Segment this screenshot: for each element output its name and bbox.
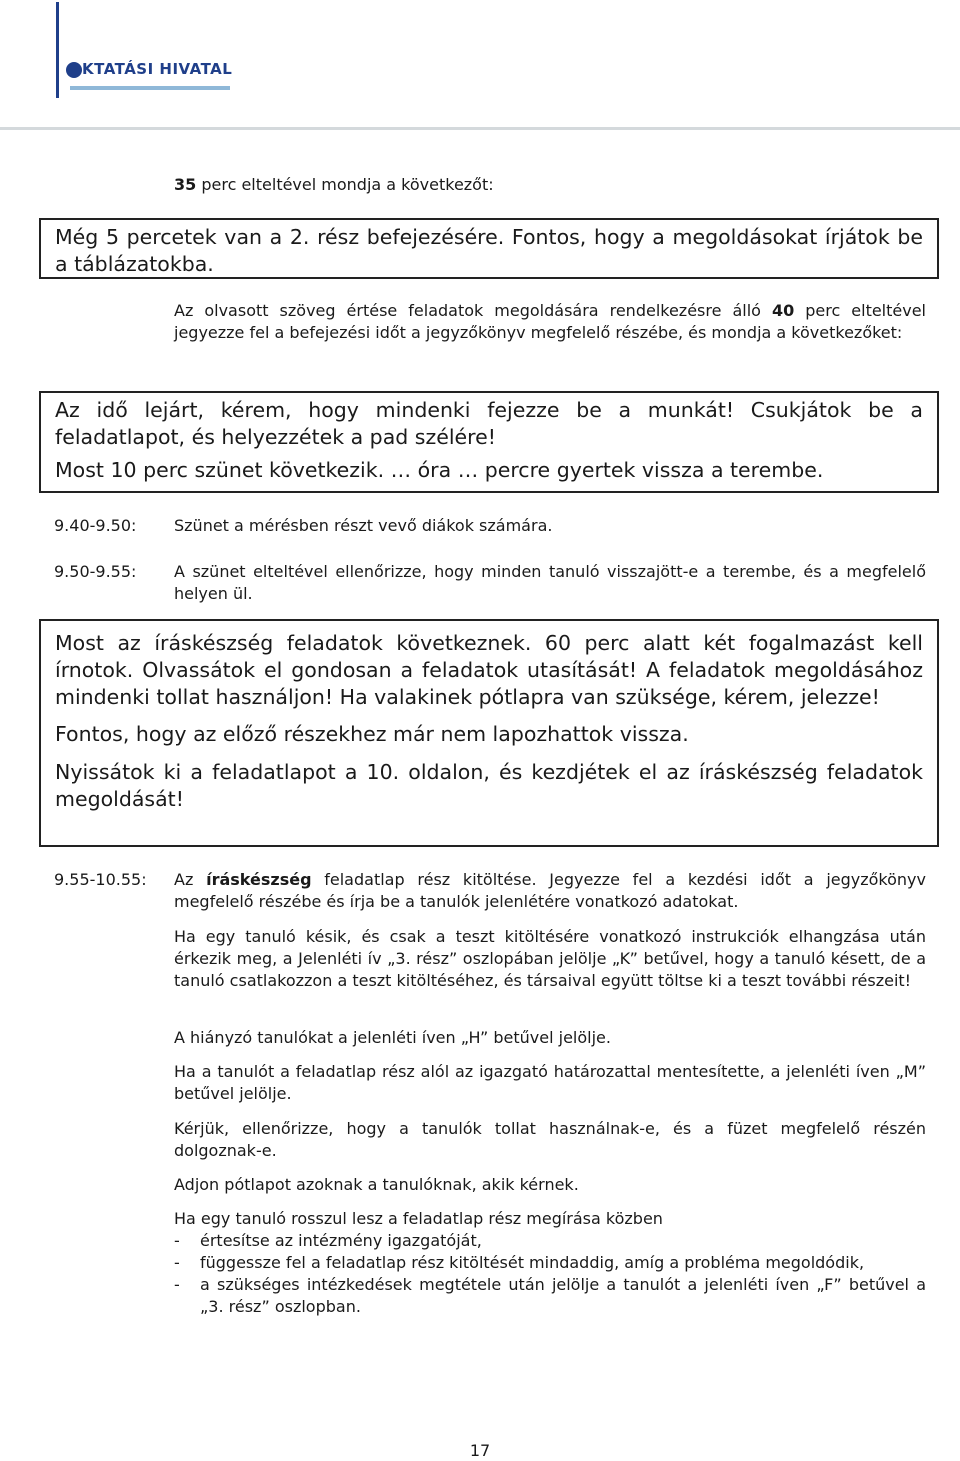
illness-bullet-2 [174,1252,926,1274]
paragraph-40 [174,300,926,344]
bullet-dash: - [174,1231,180,1250]
instruction-extra-sheet: Adjon pótlapot azoknak a tanulóknak, akik kérnek. [174,1175,579,1194]
schedule-950 [54,561,926,605]
schedule-955-pre: Az [174,870,207,889]
illness-intro: Ha egy tanuló rosszul lesz a feladatlap rész megírása közben [174,1209,663,1228]
illness-bullet-3 [174,1274,926,1318]
illness-bullet-text: a szükséges intézkedések megtétele után jelölje a tanulót a jelenléti íven „F” betűvel a „3. rész” oszlopban. [200,1275,926,1316]
announcement-box-3 [39,619,939,847]
intro-35-text: perc elteltével mondja a következőt: [196,175,494,194]
box3-p1: Most az íráskészség feladatok következnek. 60 perc alatt két fogalmazást kell írnotok. Olvassátok el gondosan a feladatok utasítását! A feladatok megoldásához mindenki tollat használjon! Ha valakinek pótlapra van szüksége, kérem, jelezze! [55,631,923,709]
schedule-940-text: Szünet a mérésben részt vevő diákok számára. [174,516,553,535]
logo-dot-icon [66,62,82,78]
illness-bullet-1 [174,1230,926,1252]
bullet-dash: - [174,1275,180,1294]
schedule-955-time: 9.55-10.55: [54,870,147,889]
illness-block [174,1208,926,1318]
announcement-box-1 [39,218,939,279]
page-number: 17 [469,1441,491,1460]
box3-p3: Nyissátok ki a feladatlapot a 10. oldalon, és kezdjétek el az íráskészség feladatok megoldását! [55,760,923,811]
schedule-940 [54,515,926,537]
para40-post: perc elteltével jegyezze fel a befejezési időt a jegyzőkönyv megfelelő részébe, és mondja a következőket: [174,301,927,342]
para40-pre: Az olvasott szöveg értése feladatok megoldására rendelkezésre álló [174,301,772,320]
schedule-955-post: feladatlap rész kitöltése. Jegyezze fel a kezdési időt a jegyzőkönyv megfelelő részébe és írja be a tanulók jelenlétére vonatkozó adatokat. [174,870,926,911]
schedule-955-text [174,869,926,913]
logo-vertical-line [56,2,59,98]
instruction-late: Ha egy tanuló késik, és csak a teszt kitöltésére vonatkozó instrukciók elhangzása után érkezik meg, a Jelenléti ív „3. rész” oszlopában jelölje „K” betűvel, hogy a tanuló késett, de a tanuló csatlakozzon a teszt kitöltéséhez, és társaival együtt töltse ki a teszt további részeit! [174,927,926,990]
instruction-exempt: Ha a tanulót a feladatlap rész alól az igazgató határozattal mentesítette, a jelenléti íven „M” betűvel jelölje. [174,1062,926,1103]
illness-bullet-text: értesítse az intézmény igazgatóját, [200,1231,482,1250]
schedule-955-bold: íráskészség [206,870,312,889]
announcement-box-2 [39,391,939,493]
intro-35-line [174,174,934,196]
instruction-absent: A hiányzó tanulókat a jelenléti íven „H” betűvel jelölje. [174,1028,611,1047]
header-divider [0,127,960,130]
schedule-950-time: 9.50-9.55: [54,562,137,581]
bullet-dash: - [174,1253,180,1272]
intro-35-bold: 35 [174,175,197,194]
box3-p2: Fontos, hogy az előző részekhez már nem lapozhattok vissza. [55,722,689,746]
box1-text: Még 5 percetek van a 2. rész befejezésére. Fontos, hogy a megoldásokat írjátok be a táblázatokba. [55,225,923,276]
box2-line2: Most 10 perc szünet következik. … óra … percre gyertek vissza a terembe. [55,458,824,482]
logo-text: KTATÁSI HIVATAL [82,60,233,78]
logo-underline [70,86,230,90]
schedule-955 [54,869,926,913]
instruction-pen: Kérjük, ellenőrizze, hogy a tanulók tollat használnak-e, és a füzet megfelelő részén dolgoznak-e. [174,1119,926,1160]
schedule-940-time: 9.40-9.50: [54,516,137,535]
illness-bullet-text: függessze fel a feladatlap rész kitöltését mindaddig, amíg a probléma megoldódik, [200,1253,865,1272]
box2-line1: Az idő lejárt, kérem, hogy mindenki fejezze be a munkát! Csukjátok be a feladatlapot, és helyezzétek a pad szélére! [55,398,923,449]
schedule-950-text: A szünet elteltével ellenőrizze, hogy minden tanuló visszajött-e a terembe, és a megfelelő helyen ül. [174,562,926,603]
para40-bold: 40 [771,301,795,320]
